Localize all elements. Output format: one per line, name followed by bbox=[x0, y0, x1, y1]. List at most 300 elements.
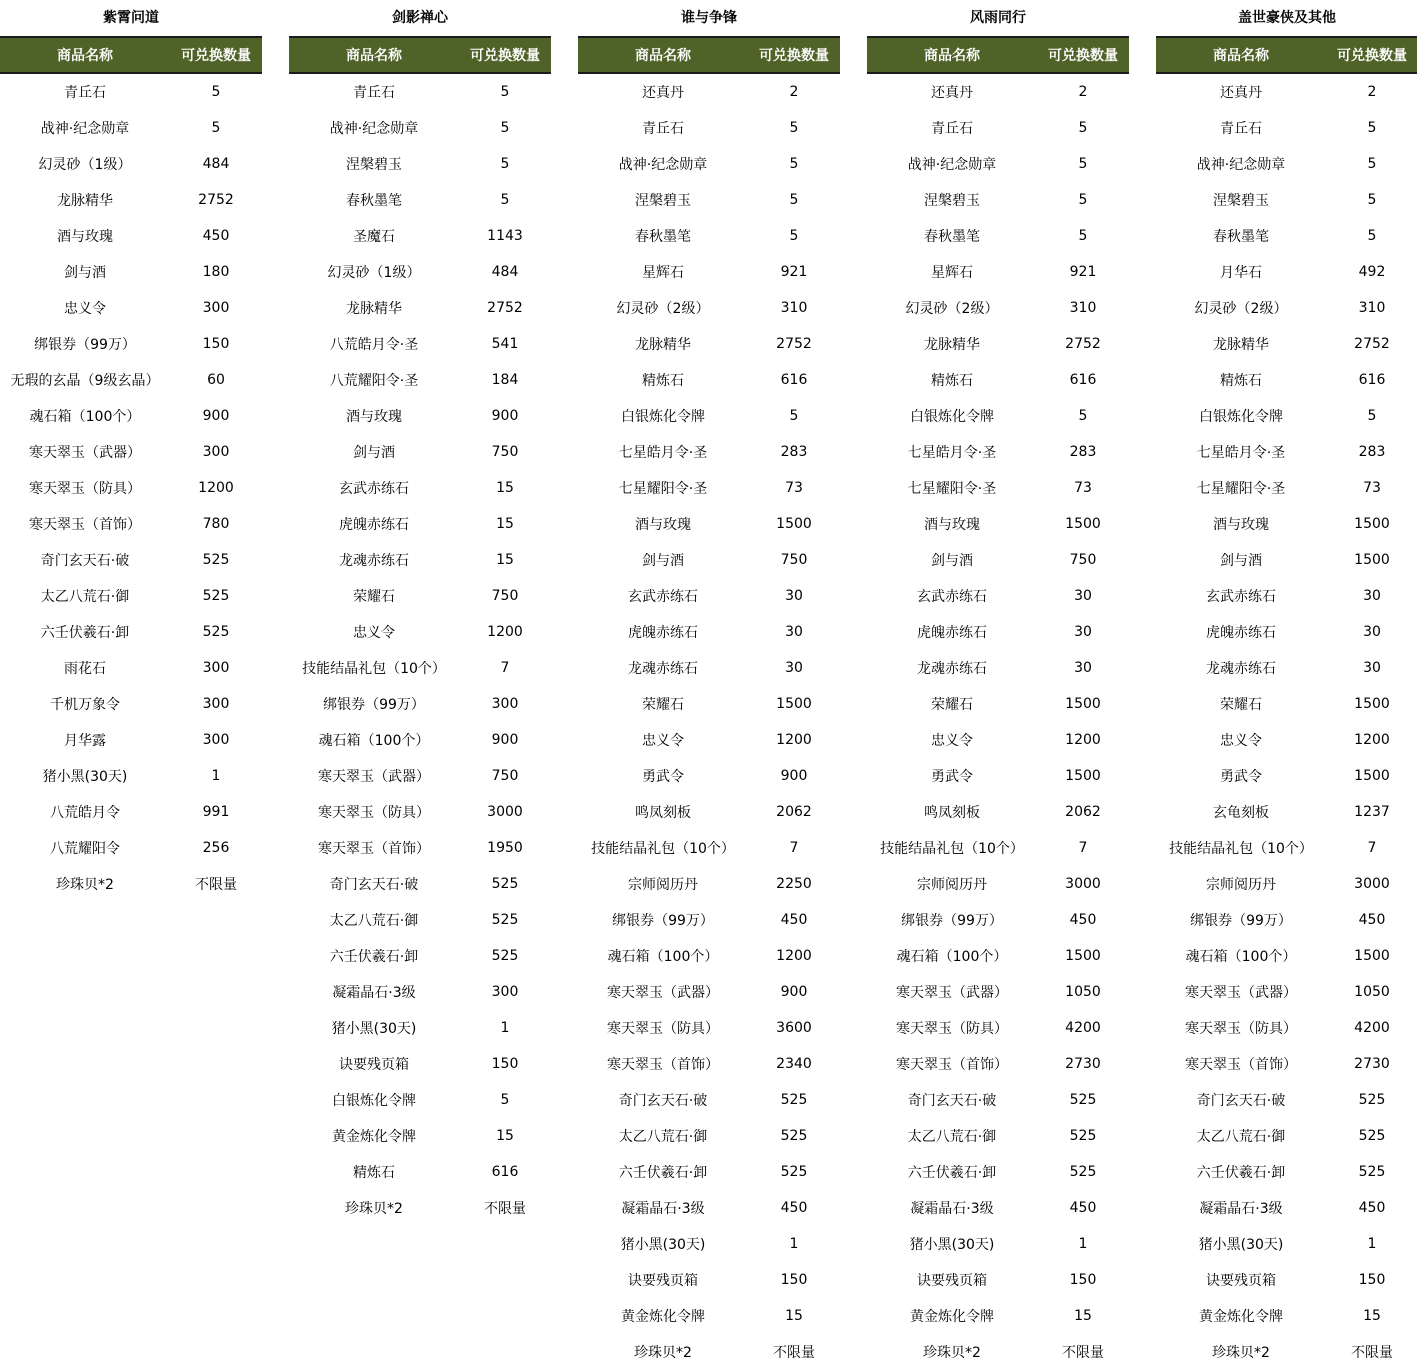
quantity-header: 可兑换数量 bbox=[748, 37, 840, 73]
quantity-cell: 73 bbox=[785, 480, 803, 496]
item-name-cell: 诀要残页箱 bbox=[917, 1273, 987, 1289]
quantity-cell: 4200 bbox=[1354, 1020, 1390, 1036]
quantity-cell: 1500 bbox=[1354, 696, 1390, 712]
item-name-header: 商品名称 bbox=[578, 37, 748, 73]
quantity-cell: 30 bbox=[785, 588, 803, 604]
table-row bbox=[1156, 434, 1417, 470]
table-row bbox=[1156, 938, 1417, 974]
quantity-cell: 2 bbox=[789, 84, 799, 100]
quantity-cell: 1500 bbox=[1065, 696, 1101, 712]
quantity-header: 可兑换数量 bbox=[170, 37, 262, 73]
quantity-cell: 7 bbox=[789, 840, 799, 856]
table-row bbox=[578, 902, 840, 938]
quantity-cell: 525 bbox=[202, 552, 230, 568]
table-row bbox=[867, 1118, 1129, 1154]
table-row bbox=[578, 1298, 840, 1334]
item-name-cell: 珍珠贝*2 bbox=[1212, 1345, 1270, 1361]
table-row bbox=[0, 866, 262, 902]
quantity-cell: 256 bbox=[202, 840, 230, 856]
table-row bbox=[289, 470, 551, 506]
item-name-cell: 还真丹 bbox=[931, 85, 973, 101]
item-name-cell: 酒与玫瑰 bbox=[635, 517, 691, 533]
table-row bbox=[578, 434, 840, 470]
quantity-cell: 1200 bbox=[198, 480, 234, 496]
quantity-cell: 不限量 bbox=[195, 877, 237, 893]
table-row bbox=[1156, 650, 1417, 686]
group-ziziao-wendao bbox=[0, 0, 262, 902]
quantity-cell: 73 bbox=[1363, 480, 1381, 496]
quantity-cell: 60 bbox=[207, 372, 225, 388]
quantity-cell: 750 bbox=[1069, 552, 1097, 568]
table-row bbox=[867, 362, 1129, 398]
item-name-cell: 剑与酒 bbox=[353, 445, 395, 461]
group-title: 盖世豪侠及其他 bbox=[1238, 10, 1336, 26]
table-row bbox=[289, 1046, 551, 1082]
table-row bbox=[867, 1154, 1129, 1190]
item-name-cell: 圣魔石 bbox=[353, 229, 395, 245]
table-row bbox=[289, 218, 551, 254]
quantity-cell: 30 bbox=[1074, 624, 1092, 640]
item-name-cell: 魂石箱（100个） bbox=[896, 949, 1008, 965]
quantity-cell: 991 bbox=[202, 804, 230, 820]
quantity-cell: 900 bbox=[202, 408, 230, 424]
item-name-cell: 忠义令 bbox=[64, 301, 106, 317]
table-row bbox=[578, 470, 840, 506]
item-name-cell: 雨花石 bbox=[64, 661, 106, 677]
table-row bbox=[0, 758, 262, 794]
quantity-cell: 310 bbox=[780, 300, 808, 316]
item-name-cell: 还真丹 bbox=[1220, 85, 1262, 101]
item-name-cell: 星辉石 bbox=[642, 265, 684, 281]
quantity-cell: 750 bbox=[491, 768, 519, 784]
table-body bbox=[867, 73, 1129, 1370]
table-row bbox=[289, 1118, 551, 1154]
item-name-cell: 虎魄赤练石 bbox=[917, 625, 987, 641]
item-name-cell: 寒天翠玉（首饰） bbox=[607, 1057, 719, 1073]
quantity-cell: 150 bbox=[780, 1272, 808, 1288]
quantity-cell: 525 bbox=[1358, 1092, 1386, 1108]
quantity-cell: 不限量 bbox=[1062, 1345, 1104, 1361]
quantity-cell: 150 bbox=[491, 1056, 519, 1072]
table-row bbox=[0, 830, 262, 866]
table-row bbox=[1156, 830, 1417, 866]
quantity-cell: 15 bbox=[1074, 1308, 1092, 1324]
table-row bbox=[289, 650, 551, 686]
item-name-cell: 寒天翠玉（防具） bbox=[607, 1021, 719, 1037]
quantity-cell: 5 bbox=[1367, 120, 1377, 136]
quantity-cell: 525 bbox=[780, 1092, 808, 1108]
item-name-cell: 荣耀石 bbox=[642, 697, 684, 713]
item-name-cell: 青丘石 bbox=[931, 121, 973, 137]
item-name-cell: 玄武赤练石 bbox=[628, 589, 698, 605]
group-title: 风雨同行 bbox=[970, 10, 1026, 26]
item-name-header: 商品名称 bbox=[289, 37, 459, 73]
quantity-header: 可兑换数量 bbox=[459, 37, 551, 73]
item-name-cell: 黄金炼化令牌 bbox=[332, 1129, 416, 1145]
table-row bbox=[0, 218, 262, 254]
table-row bbox=[0, 542, 262, 578]
item-name-cell: 魂石箱（100个） bbox=[318, 733, 430, 749]
table-row bbox=[1156, 398, 1417, 434]
quantity-cell: 1 bbox=[789, 1236, 799, 1252]
item-name-cell: 涅槃碧玉 bbox=[346, 157, 402, 173]
table-row bbox=[1156, 1262, 1417, 1298]
quantity-cell: 15 bbox=[496, 1128, 514, 1144]
table-row bbox=[0, 146, 262, 182]
item-name-cell: 青丘石 bbox=[642, 121, 684, 137]
table-row bbox=[867, 1298, 1129, 1334]
quantity-cell: 5 bbox=[211, 120, 221, 136]
quantity-cell: 300 bbox=[491, 696, 519, 712]
quantity-cell: 1500 bbox=[1065, 768, 1101, 784]
exchange-table bbox=[1156, 36, 1417, 1370]
table-body bbox=[0, 73, 262, 902]
item-name-cell: 月华露 bbox=[64, 733, 106, 749]
item-name-cell: 七星耀阳令·圣 bbox=[618, 481, 708, 497]
item-name-cell: 太乙八荒石·御 bbox=[1196, 1129, 1286, 1145]
quantity-cell: 1500 bbox=[1354, 552, 1390, 568]
quantity-cell: 30 bbox=[1074, 588, 1092, 604]
quantity-cell: 5 bbox=[500, 1092, 510, 1108]
table-row bbox=[578, 1226, 840, 1262]
table-row bbox=[1156, 974, 1417, 1010]
quantity-cell: 484 bbox=[491, 264, 519, 280]
table-row bbox=[867, 866, 1129, 902]
table-row bbox=[0, 362, 262, 398]
item-name-cell: 六壬伏羲石·卸 bbox=[329, 949, 419, 965]
quantity-cell: 15 bbox=[1363, 1308, 1381, 1324]
group-jianying-chanxin bbox=[289, 0, 551, 1226]
table-row bbox=[867, 830, 1129, 866]
quantity-cell: 1 bbox=[1367, 1236, 1377, 1252]
table-row bbox=[1156, 1118, 1417, 1154]
table-row bbox=[867, 722, 1129, 758]
item-name-cell: 精炼石 bbox=[353, 1165, 395, 1181]
quantity-cell: 2340 bbox=[776, 1056, 812, 1072]
item-name-cell: 青丘石 bbox=[1220, 121, 1262, 137]
table-row bbox=[867, 1262, 1129, 1298]
quantity-cell: 不限量 bbox=[1351, 1345, 1393, 1361]
table-row bbox=[578, 542, 840, 578]
item-name-cell: 忠义令 bbox=[1220, 733, 1262, 749]
quantity-cell: 2730 bbox=[1354, 1056, 1390, 1072]
quantity-cell: 1950 bbox=[487, 840, 523, 856]
table-row bbox=[867, 218, 1129, 254]
item-name-cell: 还真丹 bbox=[642, 85, 684, 101]
table-row bbox=[0, 686, 262, 722]
table-row bbox=[1156, 218, 1417, 254]
quantity-cell: 300 bbox=[202, 732, 230, 748]
item-name-cell: 青丘石 bbox=[353, 85, 395, 101]
table-row bbox=[1156, 182, 1417, 218]
item-name-cell: 龙脉精华 bbox=[346, 301, 402, 317]
item-name-cell: 勇武令 bbox=[642, 769, 684, 785]
table-row bbox=[1156, 1298, 1417, 1334]
table-row bbox=[867, 902, 1129, 938]
quantity-cell: 450 bbox=[1069, 912, 1097, 928]
table-row bbox=[578, 362, 840, 398]
quantity-cell: 616 bbox=[780, 372, 808, 388]
table-row bbox=[1156, 1226, 1417, 1262]
quantity-cell: 30 bbox=[1074, 660, 1092, 676]
item-name-cell: 玄武赤练石 bbox=[339, 481, 409, 497]
item-name-cell: 凝霜晶石·3级 bbox=[621, 1201, 705, 1217]
item-name-cell: 绑银券（99万） bbox=[612, 913, 714, 929]
quantity-cell: 2062 bbox=[776, 804, 812, 820]
item-name-cell: 寒天翠玉（武器） bbox=[318, 769, 430, 785]
quantity-cell: 750 bbox=[780, 552, 808, 568]
table-row bbox=[578, 1190, 840, 1226]
table-row bbox=[867, 1226, 1129, 1262]
quantity-cell: 1500 bbox=[1065, 948, 1101, 964]
quantity-cell: 1500 bbox=[1354, 948, 1390, 964]
item-name-cell: 涅槃碧玉 bbox=[924, 193, 980, 209]
table-row bbox=[867, 470, 1129, 506]
item-name-cell: 寒天翠玉（防具） bbox=[318, 805, 430, 821]
table-row bbox=[867, 650, 1129, 686]
item-name-cell: 诀要残页箱 bbox=[339, 1057, 409, 1073]
quantity-cell: 2062 bbox=[1065, 804, 1101, 820]
item-name-cell: 宗师阅历丹 bbox=[917, 877, 987, 893]
item-name-cell: 白银炼化令牌 bbox=[332, 1093, 416, 1109]
table-row bbox=[578, 290, 840, 326]
quantity-cell: 30 bbox=[785, 624, 803, 640]
table-row bbox=[1156, 542, 1417, 578]
table-row bbox=[289, 614, 551, 650]
item-name-cell: 七星皓月令·圣 bbox=[618, 445, 708, 461]
quantity-cell: 900 bbox=[491, 732, 519, 748]
table-row bbox=[578, 578, 840, 614]
quantity-cell: 1200 bbox=[487, 624, 523, 640]
item-name-cell: 寒天翠玉（首饰） bbox=[896, 1057, 1008, 1073]
table-row bbox=[578, 722, 840, 758]
quantity-cell: 525 bbox=[491, 876, 519, 892]
item-name-cell: 寒天翠玉（武器） bbox=[896, 985, 1008, 1001]
table-row bbox=[578, 254, 840, 290]
item-name-cell: 勇武令 bbox=[1220, 769, 1262, 785]
item-name-cell: 勇武令 bbox=[931, 769, 973, 785]
item-name-cell: 酒与玫瑰 bbox=[1213, 517, 1269, 533]
quantity-cell: 1500 bbox=[1354, 516, 1390, 532]
table-row bbox=[1156, 1082, 1417, 1118]
quantity-cell: 900 bbox=[780, 768, 808, 784]
quantity-cell: 616 bbox=[491, 1164, 519, 1180]
item-name-cell: 龙脉精华 bbox=[57, 193, 113, 209]
table-row bbox=[289, 434, 551, 470]
table-row bbox=[289, 73, 551, 110]
quantity-cell: 492 bbox=[1358, 264, 1386, 280]
quantity-cell: 3000 bbox=[1065, 876, 1101, 892]
table-row bbox=[289, 938, 551, 974]
quantity-cell: 5 bbox=[1367, 408, 1377, 424]
item-name-cell: 无瑕的玄晶（9级玄晶） bbox=[10, 373, 160, 389]
quantity-cell: 2752 bbox=[776, 336, 812, 352]
quantity-header: 可兑换数量 bbox=[1037, 37, 1129, 73]
quantity-cell: 525 bbox=[780, 1128, 808, 1144]
item-name-cell: 战神·纪念勋章 bbox=[40, 121, 130, 137]
item-name-cell: 八荒皓月令 bbox=[50, 805, 120, 821]
item-name-cell: 春秋墨笔 bbox=[924, 229, 980, 245]
table-row bbox=[0, 434, 262, 470]
quantity-cell: 5 bbox=[1078, 120, 1088, 136]
table-row bbox=[289, 542, 551, 578]
item-name-cell: 凝霜晶石·3级 bbox=[332, 985, 416, 1001]
exchange-table bbox=[0, 36, 262, 902]
quantity-cell: 5 bbox=[1078, 156, 1088, 172]
table-row bbox=[867, 434, 1129, 470]
quantity-cell: 2752 bbox=[198, 192, 234, 208]
item-name-cell: 酒与玫瑰 bbox=[57, 229, 113, 245]
table-body bbox=[1156, 73, 1417, 1370]
item-name-cell: 龙魂赤练石 bbox=[339, 553, 409, 569]
table-row bbox=[0, 398, 262, 434]
table-row bbox=[578, 794, 840, 830]
group-title: 剑影禅心 bbox=[392, 10, 448, 26]
table-row bbox=[289, 1010, 551, 1046]
table-row bbox=[1156, 110, 1417, 146]
quantity-cell: 525 bbox=[1069, 1092, 1097, 1108]
table-row bbox=[578, 110, 840, 146]
quantity-cell: 30 bbox=[1363, 588, 1381, 604]
table-row bbox=[867, 578, 1129, 614]
item-name-cell: 龙脉精华 bbox=[924, 337, 980, 353]
table-row bbox=[289, 290, 551, 326]
item-name-cell: 战神·纪念勋章 bbox=[907, 157, 997, 173]
table-row bbox=[0, 470, 262, 506]
table-row bbox=[289, 1154, 551, 1190]
item-name-cell: 龙脉精华 bbox=[635, 337, 691, 353]
item-name-cell: 白银炼化令牌 bbox=[621, 409, 705, 425]
group-title: 紫霄问道 bbox=[103, 10, 159, 26]
table-row bbox=[578, 1118, 840, 1154]
quantity-cell: 7 bbox=[1078, 840, 1088, 856]
item-name-cell: 春秋墨笔 bbox=[346, 193, 402, 209]
table-row bbox=[289, 578, 551, 614]
item-name-cell: 龙脉精华 bbox=[1213, 337, 1269, 353]
quantity-cell: 7 bbox=[1367, 840, 1377, 856]
item-name-header: 商品名称 bbox=[867, 37, 1037, 73]
quantity-cell: 5 bbox=[1078, 408, 1088, 424]
item-name-cell: 白银炼化令牌 bbox=[1199, 409, 1283, 425]
table-header-row bbox=[1156, 37, 1417, 73]
table-row bbox=[867, 73, 1129, 110]
quantity-cell: 5 bbox=[789, 156, 799, 172]
item-name-cell: 精炼石 bbox=[642, 373, 684, 389]
quantity-cell: 5 bbox=[789, 192, 799, 208]
quantity-cell: 150 bbox=[202, 336, 230, 352]
table-row bbox=[578, 758, 840, 794]
table-header-row bbox=[289, 37, 551, 73]
table-row bbox=[289, 146, 551, 182]
item-name-cell: 龙魂赤练石 bbox=[628, 661, 698, 677]
item-name-cell: 绑银券（99万） bbox=[1190, 913, 1292, 929]
table-row bbox=[0, 794, 262, 830]
group-shuiyu-zhengfeng bbox=[578, 0, 840, 1370]
table-row bbox=[1156, 1010, 1417, 1046]
group-title: 谁与争锋 bbox=[681, 10, 737, 26]
quantity-cell: 310 bbox=[1069, 300, 1097, 316]
item-name-cell: 剑与酒 bbox=[1220, 553, 1262, 569]
quantity-cell: 2752 bbox=[1354, 336, 1390, 352]
quantity-cell: 1050 bbox=[1065, 984, 1101, 1000]
table-row bbox=[0, 614, 262, 650]
item-name-cell: 寒天翠玉（防具） bbox=[896, 1021, 1008, 1037]
item-name-cell: 猪小黑(30天) bbox=[909, 1237, 995, 1253]
quantity-cell: 1200 bbox=[1065, 732, 1101, 748]
table-row bbox=[289, 686, 551, 722]
table-row bbox=[578, 650, 840, 686]
table-row bbox=[1156, 146, 1417, 182]
quantity-cell: 3000 bbox=[1354, 876, 1390, 892]
item-name-cell: 荣耀石 bbox=[353, 589, 395, 605]
table-row bbox=[578, 866, 840, 902]
table-row bbox=[867, 974, 1129, 1010]
table-row bbox=[867, 794, 1129, 830]
quantity-cell: 750 bbox=[491, 588, 519, 604]
item-name-cell: 战神·纪念勋章 bbox=[618, 157, 708, 173]
item-name-cell: 魂石箱（100个） bbox=[607, 949, 719, 965]
item-name-cell: 玄武赤练石 bbox=[1206, 589, 1276, 605]
item-name-cell: 奇门玄天石·破 bbox=[1196, 1093, 1286, 1109]
table-row bbox=[0, 254, 262, 290]
item-name-cell: 寒天翠玉（武器） bbox=[1185, 985, 1297, 1001]
item-name-cell: 忠义令 bbox=[931, 733, 973, 749]
item-name-cell: 酒与玫瑰 bbox=[924, 517, 980, 533]
quantity-cell: 5 bbox=[1367, 156, 1377, 172]
item-name-cell: 珍珠贝*2 bbox=[345, 1201, 403, 1217]
item-name-cell: 虎魄赤练石 bbox=[628, 625, 698, 641]
item-name-cell: 春秋墨笔 bbox=[635, 229, 691, 245]
item-name-cell: 诀要残页箱 bbox=[1206, 1273, 1276, 1289]
table-header-row bbox=[578, 37, 840, 73]
table-row bbox=[867, 398, 1129, 434]
item-name-cell: 千机万象令 bbox=[50, 697, 120, 713]
quantity-cell: 15 bbox=[496, 516, 514, 532]
table-row bbox=[289, 830, 551, 866]
table-row bbox=[289, 758, 551, 794]
table-row bbox=[289, 902, 551, 938]
item-name-cell: 龙魂赤练石 bbox=[1206, 661, 1276, 677]
table-row bbox=[578, 1154, 840, 1190]
item-name-cell: 寒天翠玉（首饰） bbox=[29, 517, 141, 533]
quantity-cell: 300 bbox=[202, 300, 230, 316]
item-name-cell: 月华石 bbox=[1220, 265, 1262, 281]
quantity-cell: 525 bbox=[202, 624, 230, 640]
quantity-cell: 2752 bbox=[487, 300, 523, 316]
table-row bbox=[578, 614, 840, 650]
table-row bbox=[289, 254, 551, 290]
item-name-cell: 寒天翠玉（首饰） bbox=[318, 841, 430, 857]
table-row bbox=[578, 326, 840, 362]
item-name-cell: 精炼石 bbox=[1220, 373, 1262, 389]
quantity-cell: 1050 bbox=[1354, 984, 1390, 1000]
quantity-cell: 900 bbox=[491, 408, 519, 424]
table-row bbox=[578, 1334, 840, 1370]
item-name-cell: 黄金炼化令牌 bbox=[621, 1309, 705, 1325]
item-name-cell: 幻灵砂（2级） bbox=[905, 301, 999, 317]
table-row bbox=[578, 938, 840, 974]
quantity-cell: 150 bbox=[1069, 1272, 1097, 1288]
item-name-cell: 剑与酒 bbox=[64, 265, 106, 281]
item-name-cell: 星辉石 bbox=[931, 265, 973, 281]
table-row bbox=[867, 758, 1129, 794]
item-name-cell: 战神·纪念勋章 bbox=[329, 121, 419, 137]
quantity-cell: 3000 bbox=[487, 804, 523, 820]
quantity-cell: 180 bbox=[202, 264, 230, 280]
table-row bbox=[578, 1046, 840, 1082]
item-name-cell: 七星皓月令·圣 bbox=[1196, 445, 1286, 461]
item-name-cell: 白银炼化令牌 bbox=[910, 409, 994, 425]
